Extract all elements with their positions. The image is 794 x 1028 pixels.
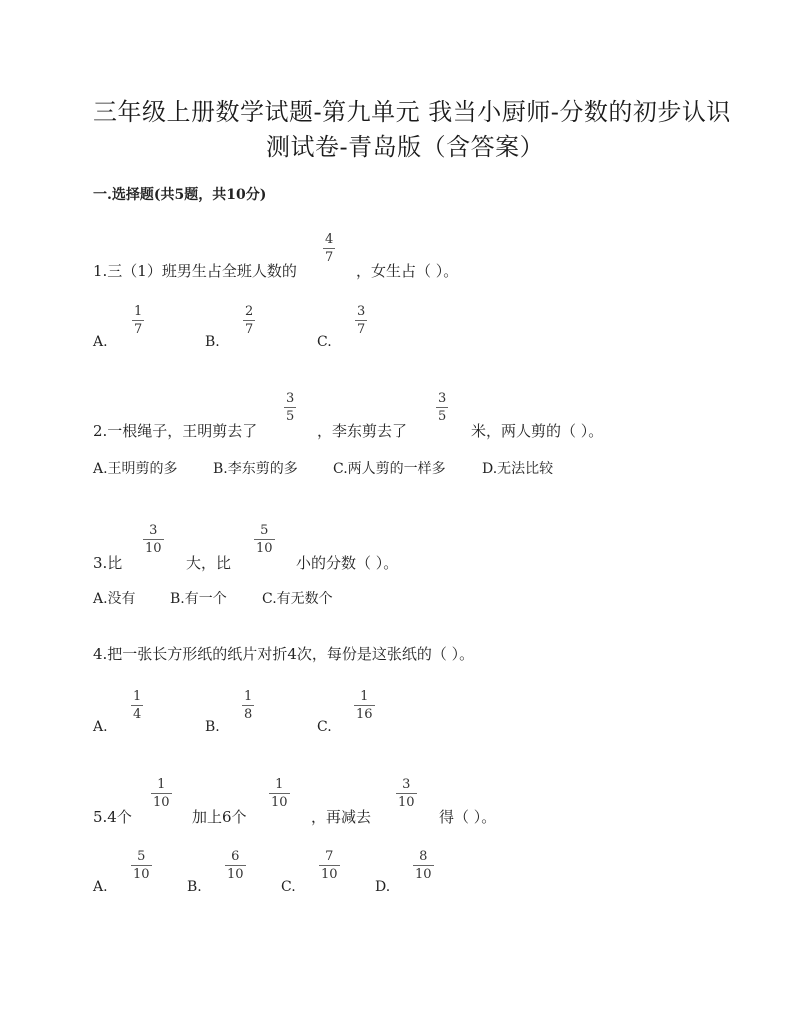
q1-option-b-label: B.	[205, 334, 220, 350]
q1-option-a-num: 1	[134, 304, 143, 319]
q4-option-c-den: 16	[356, 707, 373, 722]
page-title-line2: 测试卷-青岛版（含答案）	[266, 133, 545, 161]
q1-option-b-fraction	[243, 305, 255, 336]
q5-text-b: 加上6个	[192, 808, 247, 826]
q4-option-c-num: 1	[360, 689, 369, 704]
q1-option-a-den: 7	[134, 322, 143, 337]
q5-option-d-label: D.	[375, 879, 391, 895]
q5-option-c-num: 7	[325, 849, 334, 864]
q5-option-b-den: 10	[227, 867, 244, 882]
q1-text-b: ，女生占（ ）。	[356, 262, 459, 280]
q2-option-a: A.王明剪的多	[93, 461, 178, 477]
q5-option-a-fraction	[131, 850, 152, 881]
q3-fraction-2	[254, 524, 275, 555]
section-heading: 一.选择题(共5题，共10分)	[93, 187, 267, 203]
q1-option-c-num: 3	[357, 304, 366, 319]
q1-option-c-fraction	[355, 305, 367, 336]
q3-option-c: C.有无数个	[262, 591, 333, 607]
q3-option-b: B.有一个	[170, 591, 227, 607]
page-title-line1: 三年级上册数学试题-第九单元 我当小厨师-分数的初步认识	[93, 98, 731, 126]
q1-option-a-label: A.	[93, 334, 108, 350]
q5-text-d: 得（ ）。	[439, 808, 497, 826]
q2-text-a: 2.一根绳子，王明剪去了	[93, 422, 258, 440]
q1-fraction	[323, 233, 335, 264]
q5-text-c: ，再减去	[311, 808, 372, 826]
q4-option-c-label: C.	[317, 719, 332, 735]
q4-option-c-fraction	[354, 690, 375, 721]
q1-option-b-num: 2	[245, 304, 254, 319]
q5-option-d-den: 10	[415, 867, 432, 882]
q5-fraction-2-den: 10	[271, 795, 288, 810]
q4-option-a-label: A.	[93, 719, 108, 735]
q5-text-a: 5.4个	[93, 808, 132, 826]
q2-fraction-1-den: 5	[286, 409, 295, 424]
q3-text-b: 大，比	[186, 554, 232, 572]
q2-fraction-2-den: 5	[438, 409, 447, 424]
q5-option-c-fraction	[319, 850, 340, 881]
q5-option-d-num: 8	[419, 849, 428, 864]
q5-option-a-label: A.	[93, 879, 108, 895]
q5-option-c-label: C.	[281, 879, 296, 895]
q5-option-b-label: B.	[187, 879, 202, 895]
q2-fraction-2	[436, 392, 448, 423]
q1-fraction-den: 7	[325, 250, 334, 265]
q4-option-b-fraction	[242, 690, 254, 721]
q1-text-a: 1.三（1）班男生占全班人数的	[93, 262, 297, 280]
q1-option-c-den: 7	[357, 322, 366, 337]
q4-option-a-fraction	[131, 690, 143, 721]
q4-option-b-den: 8	[244, 707, 253, 722]
q2-option-b: B.李东剪的多	[213, 461, 298, 477]
q3-option-a: A.没有	[93, 591, 136, 607]
q5-fraction-3-num: 3	[402, 777, 411, 792]
q5-fraction-3	[396, 778, 417, 809]
q3-fraction-1	[143, 524, 164, 555]
q4-text: 4.把一张长方形纸的纸片对折4次，每份是这张纸的（ ）。	[93, 645, 475, 663]
q5-fraction-1	[151, 778, 172, 809]
q5-option-d-fraction	[413, 850, 434, 881]
q3-fraction-2-den: 10	[256, 541, 273, 556]
q5-fraction-1-den: 10	[153, 795, 170, 810]
q2-option-d: D.无法比较	[482, 461, 554, 477]
q5-fraction-2	[269, 778, 290, 809]
q2-fraction-2-num: 3	[438, 391, 447, 406]
q2-text-b: ，李东剪去了	[317, 422, 408, 440]
q5-option-b-num: 6	[231, 849, 240, 864]
q5-fraction-3-den: 10	[398, 795, 415, 810]
q2-option-c: C.两人剪的一样多	[333, 461, 446, 477]
q5-option-c-den: 10	[321, 867, 338, 882]
q5-option-a-num: 5	[137, 849, 146, 864]
q3-text-c: 小的分数（ ）。	[296, 554, 399, 572]
q5-fraction-1-num: 1	[157, 777, 166, 792]
q1-option-b-den: 7	[245, 322, 254, 337]
q2-fraction-1	[284, 392, 296, 423]
q3-fraction-1-den: 10	[145, 541, 162, 556]
q4-option-a-den: 4	[133, 707, 142, 722]
q2-fraction-1-num: 3	[286, 391, 295, 406]
q4-option-b-label: B.	[205, 719, 220, 735]
q4-option-b-num: 1	[244, 689, 253, 704]
q3-fraction-2-num: 5	[260, 523, 269, 538]
q2-text-c: 米，两人剪的（ ）。	[471, 422, 604, 440]
q5-option-b-fraction	[225, 850, 246, 881]
q1-fraction-num: 4	[325, 232, 334, 247]
q5-option-a-den: 10	[133, 867, 150, 882]
q3-fraction-1-num: 3	[149, 523, 158, 538]
q5-fraction-2-num: 1	[275, 777, 284, 792]
q4-option-a-num: 1	[133, 689, 142, 704]
q3-text-a: 3.比	[93, 554, 123, 572]
q1-option-c-label: C.	[317, 334, 332, 350]
q1-option-a-fraction	[132, 305, 144, 336]
